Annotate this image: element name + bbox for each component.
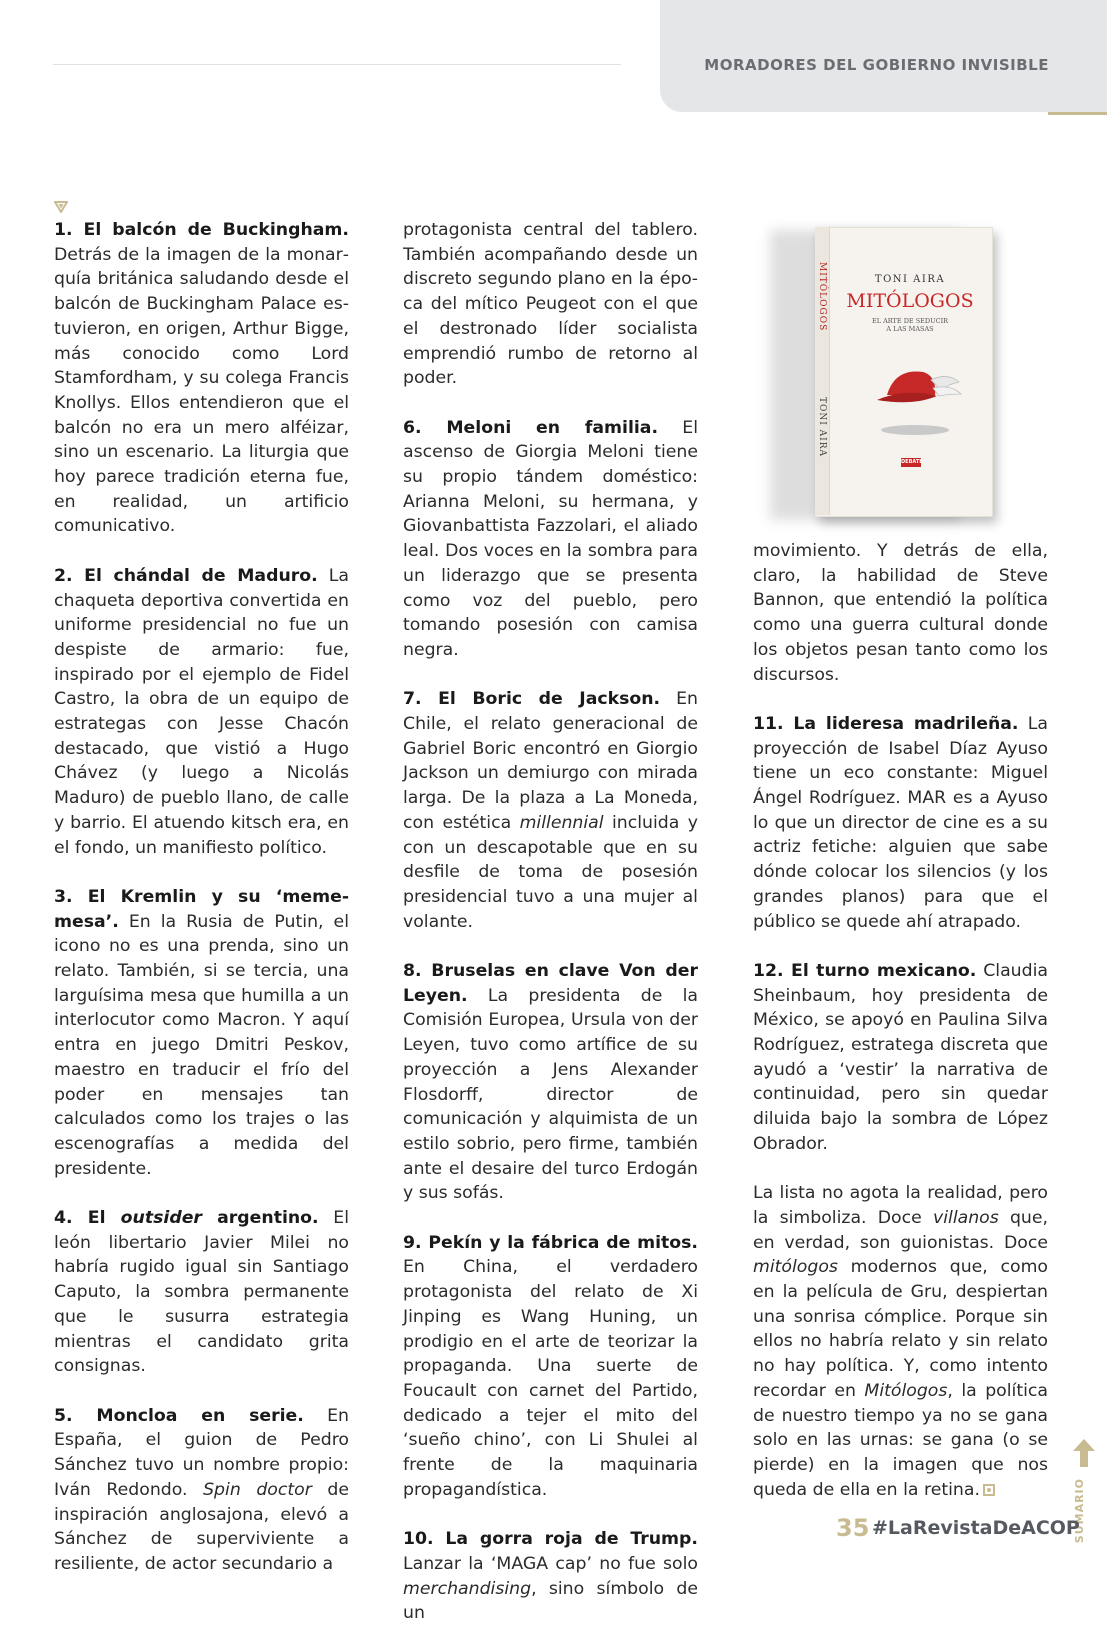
list-item: 7. El Boric de Jackson. En Chile, el relato generacional de Gabriel Boric encontró en Giorgio Jackson un demiurgo con mirada larga. De la plaza a La Moneda, con estética millennial incluida y con un descapotable que en su desfile de toma de posesión presidencial tuvo a una mujer al volante. bbox=[403, 689, 699, 932]
list-item: 4. El outsider argentino. El león libertario Javier Milei no habría rugido igual sin Santiago Caputo, la sombra permanente que le susurra estrategia mientras el candidato grita consignas. bbox=[54, 1208, 349, 1377]
list-item: 9. Pekín y la fábrica de mitos. En China, el verdadero protagonista del relato de Xi Jinping es Wang Huning, un prodigio en el arte de teorizar la propaganda. Una suerte de Foucault con carnet del Partido, dedicado a tejer el mito del ‘sueño chino’, con Li Shulei al frente de la maquinaria propagandística. bbox=[403, 1232, 698, 1500]
section-title: MORADORES DEL GOBIERNO INVISIBLE bbox=[704, 56, 1049, 74]
list-item: 5. Moncloa en serie. En España, el guion de Pedro Sánchez tuvo un nombre propio: Iván Redondo. Spin doctor de inspiración anglosajona, elevó a Sánchez de superviviente a resiliente, de actor secundario a bbox=[54, 1405, 349, 1574]
list-item: 1. El balcón de Buckingham. Detrás de la imagen de la monarquía británica saludando desde el balcón de Buckingham Palace estuvieron, en origen, Arthur Bigge, más conocido como Lord Stamfordham, y su colega Francis Knollys. Ellos entendieron que el balcón no era un mero alféizar, sino un escenario. La liturgia que hoy parece tradición eterna fue, en realidad, un artificio comunicativo. bbox=[54, 220, 349, 537]
list-item: 11. La lideresa madrileña. La proyección de Isabel Díaz Ayuso tiene un eco constante: Miguel Ángel Rodríguez. MAR es a Ayuso lo que un director de cine es a su actriz fetiche: alguien que sabe dónde colocar los silencios (y los grandes planos) para que el público se quede ahí atrapado. bbox=[753, 713, 1048, 932]
book-subtitle: EL ARTE DE SEDUCIR A LAS MASAS bbox=[871, 317, 949, 333]
list-item-continuation: protagonista central del tablero. También acompañando desde un discreto segundo plano en la época del mítico Peugeot con el que el destronado líder socialista emprendió rumbo de retorno al poder. bbox=[403, 220, 698, 389]
list-item: 3. El Kremlin y su ‘meme-mesa’. En la Rusia de Putin, el icono no es una prenda, sino un relato. También, si se tercia, una larguísima mesa que humilla a un interlocutor como Macron. Y aquí entra en juego Dmitri Peskov, maestro en traducir el frío del poder en mensajes tan calculados como los trajes o las escenografías a medida del presidente. bbox=[54, 886, 349, 1179]
magazine-hashtag: #LaRevistaDeACOP bbox=[872, 1517, 1080, 1539]
triangle-marker-icon bbox=[54, 201, 68, 213]
list-item: 6. Meloni en familia. El ascenso de Giorgia Meloni tiene su propio tándem doméstico: Arianna Meloni, su hermana, y Giovanbattista Fazzolari, el aliado leal. Dos voces en la sombra para un liderazgo que se presenta como voz del pueblo, pero tomando posesión con camisa negra. bbox=[403, 417, 698, 660]
header-rule bbox=[53, 64, 621, 65]
book-title: MITÓLOGOS bbox=[846, 290, 974, 312]
list-item: 8. Bruselas en clave Von der Leyen. La presidenta de la Comisión Europea, Ursula von der Leyen, tuvo como artífice de su proyección a Jens Alexander Flosdorff, director de comunicación y alquimista de un estilo sobrio, pero firme, también ante el desaire del turco Erdogán y sus sofás. bbox=[403, 961, 698, 1204]
article-column-3 bbox=[753, 539, 1048, 1527]
article-column-2 bbox=[403, 218, 698, 1651]
end-of-article-icon bbox=[982, 1483, 996, 1497]
list-item: 2. El chándal de Maduro. La chaqueta deportiva convertida en uniforme presidencial no fue un despiste de armario: fue, inspirado por el ejemplo de Fidel Castro, la obra de un equipo de estrategas con Jesse Chacón destacado, que vistió a Hugo Chávez (y luego a Nicolás Maduro) de pueblo llano, de calle y barrio. El atuendo kitsch era, en el fondo, un manifiesto político. bbox=[54, 565, 349, 858]
red-cap-illustration-icon bbox=[865, 350, 975, 440]
article-column-1 bbox=[54, 218, 349, 1601]
page-number: 35 bbox=[836, 1514, 870, 1542]
list-item: 10. La gorra roja de Trump. Lanzar la ‘MAGA cap’ no fue solo merchandising, sino símbolo de un bbox=[403, 1529, 698, 1624]
publisher-logo: DEBATE bbox=[901, 459, 923, 465]
list-item: 12. El turno mexicano. Claudia Sheinbaum, hoy presidenta de México, se apoyó en Paulina Silva Rodríguez, estratega discreta que ayudó a ‘vestir’ la narrativa de continuidad, pero sin quedar diluida bajo la sombra de López Obrador. bbox=[753, 960, 1048, 1154]
header-accent-line bbox=[1048, 112, 1107, 115]
header-tab bbox=[660, 0, 1107, 112]
book-cover-image bbox=[760, 222, 1000, 527]
sumario-link[interactable]: SUMARIO bbox=[1073, 1478, 1086, 1544]
closing-paragraph: La lista no agota la realidad, pero la simboliza. Doce villanos que, en verdad, son guionistas. Doce mitólogos modernos que, como en la película de Gru, despiertan una sonrisa cómplice. Porque sin ellos no habría relato y sin relato no hay política. Y, como intento recordar en Mitólogos, la política de nuestro tiempo ya no se gana solo en las urnas: se gana (o se pierde) en la imagen que nos queda de ella en la retina. bbox=[753, 1183, 1049, 1500]
book-spine-author: TONI AIRA bbox=[817, 397, 827, 458]
list-item-continuation: movimiento. Y detrás de ella, claro, la habilidad de Steve Bannon, que entendió la política como una guerra cultural donde los objetos pesan tanto como los discursos. bbox=[753, 541, 1048, 685]
up-arrow-icon[interactable] bbox=[1072, 1438, 1096, 1468]
book-spine-title: MITÓLOGOS bbox=[817, 262, 827, 332]
book-author: TONI AIRA bbox=[874, 274, 946, 285]
